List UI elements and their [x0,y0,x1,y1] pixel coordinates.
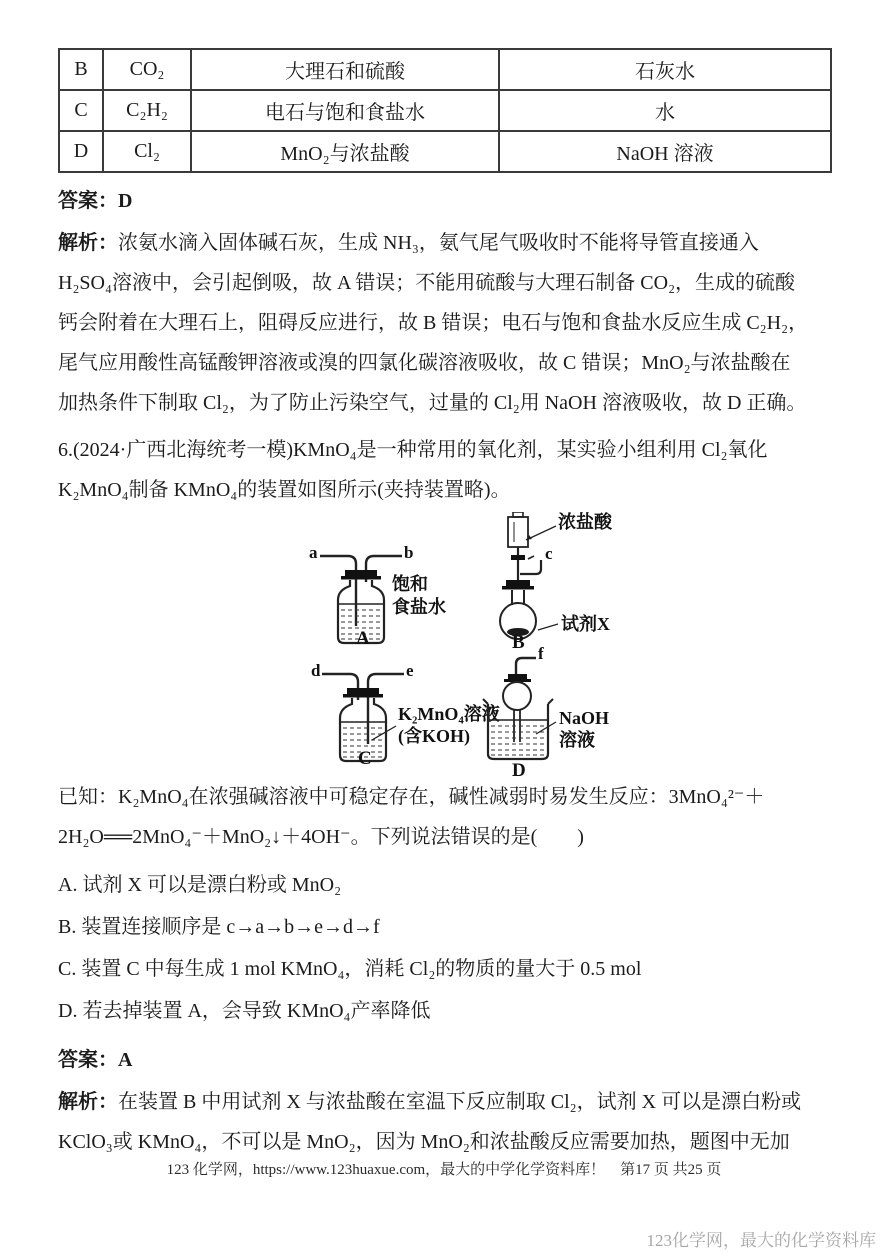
analysis-label: 解析： [58,1091,118,1113]
analysis-line [58,1082,832,1122]
preparation-cell: 电石与饱和食盐水 [191,90,499,131]
apparatus-b [466,512,646,652]
port-f-label: f [538,644,544,663]
analysis-line: 尾气应用酸性高锰酸钾溶液或溴的四氯化碳溶液吸收，故 C 错误；MnO₂与浓盐酸在 [58,352,791,374]
known-line: 2H₂O══2MnO₄⁻＋MnO₂↓＋4OH⁻。下列说法错误的是( ) [58,826,584,848]
port-b-label: b [404,543,414,562]
port-a-label: a [309,543,318,562]
known-line: 已知：K₂MnO₄在浓强碱溶液中可稳定存在，碱性减弱时易发生反应：3MnO₄²⁻＋ [58,786,765,808]
analysis-line: 加热条件下制取 Cl₂，为了防止污染空气，过量的 Cl₂用 NaOH 溶液吸收，故 D 正确。 [58,392,807,414]
answer-value: D [118,190,133,212]
apparatus-figure [58,512,832,781]
port-d-label: d [311,661,321,680]
analysis-line: 钙会附着在大理石上，阻碍反应进行，故 B 错误；电石与饱和食盐水反应生成 C₂H₂， [58,312,809,334]
page-content [58,48,832,1162]
apparatus-d-caption: D [512,760,526,781]
apparatus-a-caption: A [356,628,370,649]
question-6-stem [58,430,832,510]
page-footer: 123 化学网，https://www.123huaxue.com，最大的中学化学资料库！ 第17 页 共25 页 [166,1162,722,1178]
brine-label-line2: 食盐水 [392,597,446,617]
site-watermark: 123化学网，最大的化学资料库 [646,1231,876,1250]
table-row [59,49,831,90]
apparatus-a [308,542,478,652]
option-b: B. 装置连接顺序是 c→a→b→e→d→f [58,916,380,938]
option-cell: C [59,90,103,131]
gas-cell: C₂H₂ [103,90,191,131]
option-cell: B [59,49,103,90]
beaker-with-funnel-icon [466,652,646,778]
known-info [58,777,832,857]
option-cell: D [59,131,103,172]
answer-label: 答案： [58,190,118,212]
option-d: D. 若去掉装置 A，会导致 KMnO₄产率降低 [58,1000,431,1022]
apparatus-d [466,644,646,782]
analysis-label: 解析： [58,232,118,254]
reagent-x-label: 试剂X [561,614,610,634]
question-line: K₂MnO₄制备 KMnO₄的装置如图所示(夹持装置略)。 [58,479,511,501]
answer-value: A [118,1049,133,1071]
table-row [59,90,831,131]
hcl-label: 浓盐酸 [558,512,612,532]
answer-label: 答案： [58,1049,118,1071]
question-6-options [58,864,832,1032]
treatment-cell: 石灰水 [499,49,831,90]
gas-washing-bottle-a-icon [308,542,478,648]
analysis-text: 浓氨水滴入固体碱石灰，生成 NH₃，氨气尾气吸收时不能将导管直接通入 [118,232,759,254]
analysis-q5 [58,223,832,423]
gas-cell: CO₂ [103,49,191,90]
apparatus-b-caption: B [512,632,525,653]
analysis-q6 [58,1082,832,1162]
option-c: C. 装置 C 中每生成 1 mol KMnO₄，消耗 Cl₂的物质的量大于 0.5 mol [58,958,642,980]
analysis-text: 在装置 B 中用试剂 X 与浓盐酸在室温下反应制取 Cl₂，试剂 X 可以是漂白粉或 [118,1091,802,1113]
preparation-cell: 大理石和硫酸 [191,49,499,90]
analysis-line: KClO₃或 KMnO₄，不可以是 MnO₂，因为 MnO₂和浓盐酸反应需要加热，题图中无加 [58,1131,790,1153]
treatment-cell: NaOH 溶液 [499,131,831,172]
brine-label-line1: 饱和 [392,574,428,594]
apparatus-c-caption: C [358,748,372,769]
flask-with-funnel-icon [466,512,646,650]
naoh-label-line2: 溶液 [559,730,595,750]
analysis-line: H₂SO₄溶液中，会引起倒吸，故 A 错误；不能用硫酸与大理石制备 CO₂，生成的硫酸 [58,272,796,294]
k2mno4-label-line2: (含KOH) [398,726,470,746]
analysis-line [58,223,832,263]
gas-cell: Cl₂ [103,131,191,172]
answer-line-q6 [58,1045,832,1075]
question-line: 6.(2024·广西北海统考一模)KMnO₄是一种常用的氧化剂，某实验小组利用 Cl₂氧化 [58,439,768,461]
k2mno4-label-line1: K₂MnO₄溶液 [398,704,500,724]
answer-line-q5 [58,186,832,216]
option-a: A. 试剂 X 可以是漂白粉或 MnO₂ [58,874,342,896]
naoh-label-line1: NaOH [559,708,610,728]
port-e-label: e [406,661,414,680]
table-row [59,131,831,172]
treatment-cell: 水 [499,90,831,131]
preparation-cell: MnO₂与浓盐酸 [191,131,499,172]
gas-preparation-table [58,48,832,173]
port-c-label: c [545,544,553,563]
